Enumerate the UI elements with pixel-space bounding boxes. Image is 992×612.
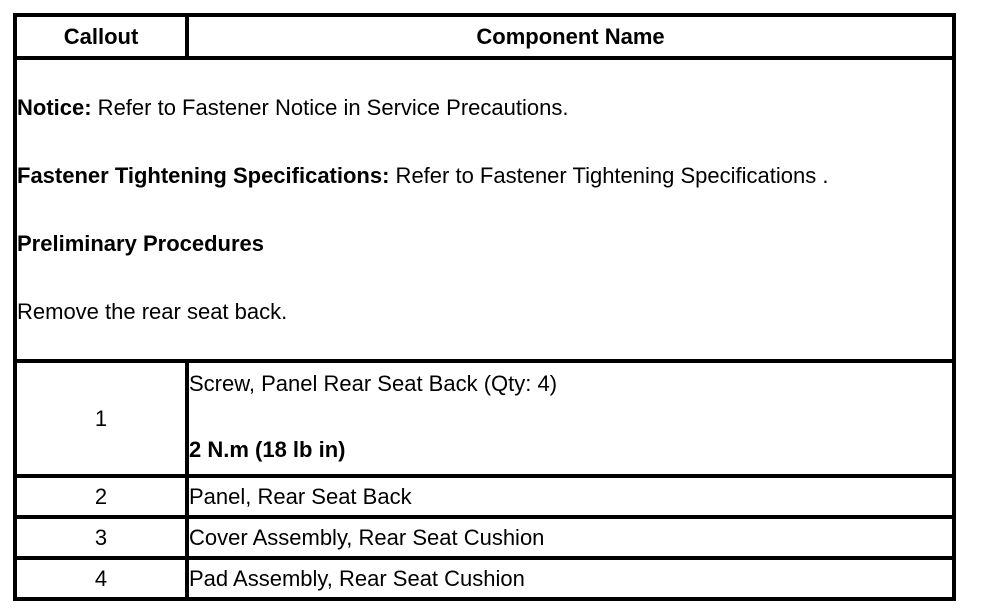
- torque-spec: 2 N.m (18 lb in): [189, 437, 346, 462]
- header-row: [15, 15, 954, 58]
- component-name: Screw, Panel Rear Seat Back (Qty: 4): [189, 371, 558, 396]
- header-callout: Callout: [15, 15, 187, 58]
- callout-cell: 4: [15, 558, 187, 599]
- table-row: [15, 517, 954, 558]
- callout-cell: 2: [15, 476, 187, 517]
- fastener-spec-line: [17, 163, 952, 189]
- component-name: Panel, Rear Seat Back: [187, 476, 954, 517]
- fastener-spec-text: Refer to Fastener Tightening Specifications .: [389, 162, 829, 188]
- component-cell: [187, 361, 954, 476]
- component-name: Pad Assembly, Rear Seat Cushion: [187, 558, 954, 599]
- notice-cell: [15, 58, 954, 361]
- preliminary-heading: Preliminary Procedures: [17, 230, 265, 256]
- table-row: [15, 558, 954, 599]
- component-table: [13, 13, 956, 601]
- notice-text: Refer to Fastener Notice in Service Precautions.: [91, 94, 569, 120]
- notice-line: [17, 95, 952, 121]
- callout-cell: 3: [15, 517, 187, 558]
- notice-row: [15, 58, 954, 361]
- callout-cell: 1: [15, 361, 187, 476]
- table-row: [15, 476, 954, 517]
- notice-label: Notice:: [17, 94, 92, 120]
- preliminary-step: Remove the rear seat back.: [17, 298, 288, 324]
- component-name: Cover Assembly, Rear Seat Cushion: [187, 517, 954, 558]
- header-component-name: Component Name: [187, 15, 954, 58]
- fastener-spec-label: Fastener Tightening Specifications:: [17, 162, 390, 188]
- table-row: [15, 361, 954, 476]
